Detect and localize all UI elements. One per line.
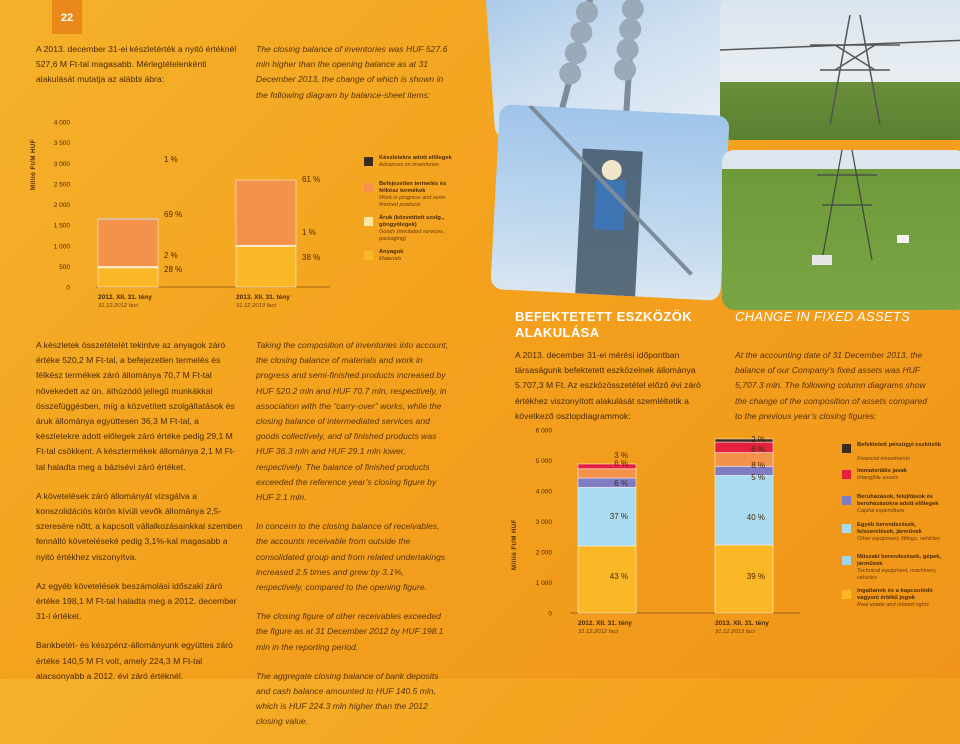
legend-item-real-estate [842,588,952,612]
legend-item-machinery [842,554,952,584]
legend-swatch [842,496,851,505]
y-tick-label: 3 000 [53,160,70,168]
legend-item-intangible [842,468,952,490]
body-hu-paragraph: Az egyéb követelések beszámolási időszaki záró értéke 198,1 M Ft-tal haladta meg a 2012. december 31-i értéket. [36,580,237,622]
inventory-legend [364,155,474,269]
legend-item-materials [364,249,474,269]
legend-label-en: Work in progress and semi-finished products [379,195,447,208]
legend-label-en: Goods (mediated services, packaging) [379,229,445,242]
data-label: 39 % [746,572,765,581]
legend-label-en: Intangible assets [857,475,899,481]
legend-item-advances [364,155,474,179]
x-category-sublabel: 31.12.2012 fact [98,303,138,309]
legend-swatch [364,251,373,260]
data-label: 28 % [164,265,183,274]
inventory-chart [0,110,470,310]
right-text-hu: A 2013. december 31-ei mérési időpontban társaságunk befektetett eszközeinek állománya 5.707,3 M Ft. Az eszközösszetétel előző évi záró értékhez viszonyított alakulását szemléltetik a következő oszlopdiagrammok: [515,350,701,421]
legend-swatch [364,217,373,226]
heading-en: CHANGE IN FIXED ASSETS [735,309,911,324]
legend-swatch [842,444,851,453]
legend-label-en: Materials [379,256,402,262]
x-category-sublabel: 31.12.2012 fact [578,629,618,635]
legend-swatch [364,157,373,166]
bar-segment [715,475,773,545]
legend-item-wip [364,181,474,212]
body-en-paragraph: The aggregate closing balance of bank deposits and cash balance amounted to HUF 140.5 mln, which is HUF 224.3 mln higher than the 2012 closing value. [256,670,439,727]
y-tick-label: 2 500 [53,181,70,189]
x-category-label: 2013. XII. 31. tény [236,294,290,301]
legend-label: Anyagok [379,249,404,255]
data-label: 2 % [164,251,178,260]
y-tick-label: 1 500 [53,222,70,230]
legend-label-en: Financial investments [857,456,910,462]
heading-hu: BEFEKTETETT ESZKÖZÖK ALAKULÁSA [515,309,692,340]
body-en [256,338,452,744]
data-label: 38 % [302,253,321,262]
legend-label: Készletekre adott előlegek [379,155,452,161]
legend-item-capex [842,494,952,518]
bar-segment [236,246,296,287]
legend-label: Beruházások, felújítások és beruházásokra adott előlegek [857,494,939,507]
assets-chart [490,420,960,679]
y-tick-label: 5 000 [535,458,552,465]
intro-en: The closing balance of inventories was HUF 527.6 mln higher than the opening balance as at 31 December 2013, the change of which is shown in the following diagram by balance-sheet items: [256,44,448,100]
bar-segment [98,219,158,220]
data-label: 1 % [302,228,316,237]
y-tick-label: 2 000 [53,202,70,209]
legend-label-en: Capital expenditure [857,508,905,514]
y-tick-label: 0 [66,284,70,292]
field-illustration [722,150,960,310]
y-tick-label: 3 000 [535,519,552,526]
data-label: 6 % [614,479,628,488]
legend-swatch [842,556,851,565]
legend-label: Ingatlanok és a kapcsolódó vagyoni értékű jogok [857,588,933,601]
body-en-paragraph: Taking the composition of inventories into account, the closing balance of materials and work in progress and semi-finished products increased by HUF 520.2 mln and HUF 70.7 mln, respectively, in association with the “carry-over” works, while the closing balance of intermediated services and goods collectively, and of finished products was HUF 36.3 mln and HUF 29.1 mln lower, respectively. The balance of finished products exceeded the reference year’s closing figure by HUF 2.1 mln. [256,340,449,503]
data-label: 6 % [614,459,628,468]
legend-label-en: Other equipment, fittings, vehicles [857,536,940,542]
pylon-illustration [720,0,960,140]
data-label: 2 % [751,435,765,444]
legend-item-other-equipment [842,522,952,550]
legend-label-en: Advances on inventories [379,162,439,168]
body-hu-paragraph: A követelések záró állományát vizsgálva a konszolidációs körön kívüli vevők állománya 2,5-szeresére nőtt, a kapcsolt vállalkozásainkkal szemben fennálló követeléseké pedig 3,1%-kal magasabb a nyitó értékhez viszonyítva. [36,490,243,562]
data-label: 5 % [751,473,765,482]
y-tick-label: 4 000 [53,119,70,127]
x-category-sublabel: 31.12.2013 fact [715,629,755,635]
data-label: 61 % [302,175,321,184]
assets-chart-ylabel: Millió Ft/M HUF [512,519,518,570]
body-hu-paragraph: A készletek összetételét tekintve az anyagok záró értéke 520,2 M Ft-tal, a befejezetlen termelés és félkész termékek záró állománya 70,7 M Ft-tal növekedett az ún. áthúzódó jellegű munkákkal összefüggésben, míg a közvetített szolgáltatások és áruk állománya együttesen 36,3 M Ft-tal, a készletekre adott előlegek záró értéke pedig 29,1 M Ft-tal csökkent. A késztermékek állománya 2,1 M Ft-tal haladta meg a bázisévi záró értéket. [36,340,236,472]
y-tick-label: 6 000 [535,427,552,435]
y-tick-label: 500 [59,263,70,271]
y-tick-label: 0 [548,610,552,618]
data-label: 37 % [609,512,628,521]
photo-field [722,150,960,310]
data-label: 43 % [609,572,628,581]
assets-legend [842,442,952,612]
page-number: 22 [52,0,82,34]
bar-segment [578,469,636,478]
x-category-label: 2012. XII. 31. tény [578,620,632,627]
x-category-sublabel: 31.12.2013 fact [236,303,276,309]
legend-label: Műszaki berendezések, gépek, járművek [857,554,942,567]
legend-label: Befejezetlen termelés és félkész termékek [379,181,447,194]
y-tick-label: 1 000 [53,243,70,251]
intro-hu: A 2013. december 31-ei készletérték a nyitó értéknél 527,6 M Ft-tal magasabb. Mérlegtételenkénti alakulását mutatja az alábbi ábra: [36,44,237,85]
right-text-en: At the accounting date of 31 December 2013, the balance of our Company’s fixed assets was HUF 5,707.3 mln. The following column diagrams show the change of the composition of assets compared to the previous year’s closing figures: [735,350,928,421]
photo-lineman [490,104,729,301]
y-tick-label: 2 000 [535,549,552,557]
legend-swatch [842,590,851,599]
legend-label-en: Technical equipment, machinery, vehicles [857,568,937,581]
bar-segment [98,219,158,266]
x-category-label: 2013. XII. 31. tény [715,620,769,627]
bar-segment [236,180,296,245]
data-label: 1 % [164,155,178,164]
legend-label: Befektetett pénzügyi eszközök [857,442,942,448]
legend-item-goods [364,215,474,247]
photo-pylon [720,0,960,140]
legend-item-financial [842,442,952,464]
lineman-illustration [490,104,729,301]
body-en-paragraph: The closing figure of other receivables exceeded the figure as at 31 December 2012 by HUF 198.1 mln in the reporting period. [256,611,444,652]
inventory-chart-ylabel: Millió Ft/M HUF [31,139,37,190]
data-label: 3 % [614,451,628,460]
body-hu-paragraph: Bankbetét- és készpénz-állományunk együttes záró értéke 140,5 M Ft volt, amely 224,3 M Ft-tal alacsonyabb a 2012. évi záró értéknél. [36,640,233,681]
legend-swatch [364,183,373,192]
legend-swatch [842,470,851,479]
legend-label: Immateriális javak [857,468,907,474]
legend-label-en: Real estate and related rights [857,602,929,608]
legend-swatch [842,524,851,533]
data-label: 8 % [751,461,765,470]
y-tick-label: 4 000 [535,488,552,496]
body-en-paragraph: In concern to the closing balance of receivables, the accounts receivable from outside the consolidated group and from related undertakings increased 2.5 times and grew by 3.1%, respectively, compared to the opening figure. [256,521,446,593]
bar-segment [98,268,158,287]
y-tick-label: 1 000 [535,580,552,587]
data-label: 69 % [164,210,183,219]
data-label: 6 % [751,445,765,454]
body-hu [36,338,244,698]
x-category-label: 2012. XII. 31. tény [98,294,152,301]
legend-label: Egyéb berendezések, felszerelések, járművek [857,522,922,535]
data-label: 40 % [746,513,765,522]
legend-label: Áruk (közvetített szolg., göngyölegek) [379,215,445,228]
y-tick-label: 3 500 [53,140,70,148]
